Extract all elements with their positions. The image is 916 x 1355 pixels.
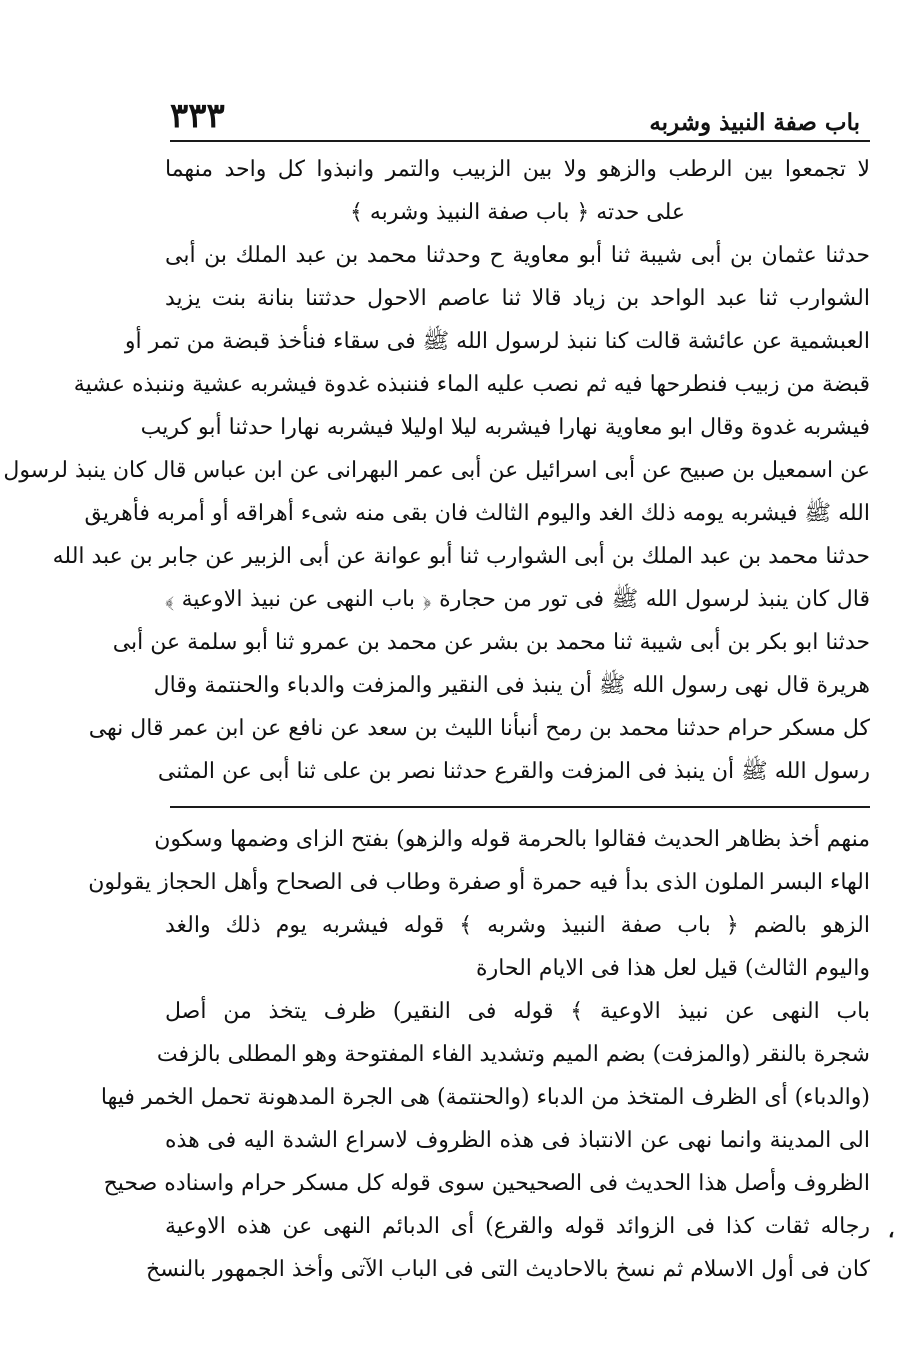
page-number: ٣٣٣ xyxy=(170,96,225,136)
main-line-10: حدثنا محمد بن عبد الملك بن أبى الشوارب ثنا أبو عوانة عن أبى الزبير عن جابر بن عبد الله xyxy=(52,544,870,569)
main-text xyxy=(3,148,870,793)
main-line-4: الشوارب ثنا عبد الواحد بن زياد قالا ثنا عاصم الاحول حدثتنا بنانة بنت يزيد xyxy=(165,286,870,311)
main-line-14: كل مسكر حرام حدثنا محمد بن رمح أنبأنا الليث بن سعد عن نافع عن ابن عمر قال نهى xyxy=(88,716,870,741)
commentary-text xyxy=(88,818,870,1291)
main-line-8: عن اسمعيل بن صبيح عن أبى اسرائيل عن أبى عمر البهرانى عن ابن عباس قال كان ينبذ لرسول xyxy=(3,458,870,483)
main-line-3: حدثنا عثمان بن أبى شيبة ثنا أبو معاوية ح وحدثنا محمد بن عبد الملك بن أبى xyxy=(165,243,870,268)
main-line-9: الله ﷺ فيشربه يومه ذلك الغد واليوم الثالث فان بقى منه شىء أهراقه أو أمربه فأهريق xyxy=(84,501,870,526)
commentary-line-3: الزهو بالضم ﴿ باب صفة النبيذ وشربه ﴾ قوله فيشربه يوم ذلك والغد xyxy=(165,913,870,938)
main-line-15: رسول الله ﷺ أن ينبذ فى المزفت والقرع حدثنا نصر بن على ثنا أبى عن المثنى xyxy=(157,759,870,784)
commentary-line-8: الى المدينة وانما نهى عن الانتباذ فى هذه الظروف لاسراع الشدة اليه فى هذه xyxy=(165,1128,870,1153)
commentary-separator xyxy=(170,806,870,808)
main-line-2: على حدته ﴿ باب صفة النبيذ وشربه ﴾ xyxy=(349,200,686,225)
commentary-line-1: منهم أخذ بظاهر الحديث فقالوا بالحرمة قوله والزهو) بفتح الزاى وضمها وسكون xyxy=(154,827,870,852)
commentary-line-10: رجاله ثقات كذا فى الزوائد قوله والقرع) أى الدبائم النهى عن هذه الاوعية xyxy=(165,1214,870,1239)
header-rule xyxy=(170,140,870,142)
margin-mark: ، xyxy=(888,1218,895,1242)
main-line-6: قبضة من زبيب فنطرحها فيه ثم نصب عليه الماء فننبذه غدوة فيشربه عشية وننبذه عشية xyxy=(73,372,870,397)
commentary-line-4: واليوم الثالث) قيل لعل هذا فى الايام الحارة xyxy=(476,956,870,981)
main-line-13: هريرة قال نهى رسول الله ﷺ أن ينبذ فى النقير والمزفت والدباء والحنتمة وقال xyxy=(153,673,870,698)
main-line-12: حدثنا ابو بكر بن أبى شيبة ثنا محمد بن بشر عن محمد بن عمرو ثنا أبو سلمة عن أبى xyxy=(112,630,870,655)
commentary-line-5: باب النهى عن نبيذ الاوعية ﴾ قوله فى النقير) ظرف يتخذ من أصل xyxy=(165,999,870,1024)
commentary-line-2: الهاء البسر الملون الذى بدأ فيه حمرة أو صفرة وطاب فى الصحاح وأهل الحجاز يقولون xyxy=(88,870,870,895)
page-header xyxy=(170,92,860,136)
commentary-line-9: الظروف وأصل هذا الحديث فى الصحيحين سوى قوله كل مسكر حرام واسناده صحيح xyxy=(103,1171,870,1196)
commentary-line-6: شجرة بالنقر (والمزفت) بضم الميم وتشديد الفاء المفتوحة وهو المطلى بالزفت xyxy=(156,1042,870,1067)
main-line-5: العبشمية عن عائشة قالت كنا ننبذ لرسول الله ﷺ فى سقاء فنأخذ قبضة من تمر أو xyxy=(124,329,870,354)
chapter-heading: باب صفة النبيذ وشربه xyxy=(649,109,860,136)
commentary-line-11: كان فى أول الاسلام ثم نسخ بالاحاديث التى فى الباب الآتى وأخذ الجمهور بالنسخ xyxy=(146,1257,870,1282)
main-line-1: لا تجمعوا بين الرطب والزهو ولا بين الزبيب والتمر وانبذوا كل واحد منهما xyxy=(165,157,870,182)
main-line-11: قال كان ينبذ لرسول الله ﷺ فى تور من حجارة ﴿ باب النهى عن نبيذ الاوعية ﴾ xyxy=(165,587,870,612)
main-line-7: فيشربه غدوة وقال ابو معاوية نهارا فيشربه ليلا اوليلا فيشربه نهارا حدثنا أبو كريب xyxy=(140,415,870,440)
commentary-line-7: (والدباء) أى الظرف المتخذ من الدباء (والحنتمة) هى الجرة المدهونة تحمل الخمر فيها xyxy=(100,1085,870,1110)
